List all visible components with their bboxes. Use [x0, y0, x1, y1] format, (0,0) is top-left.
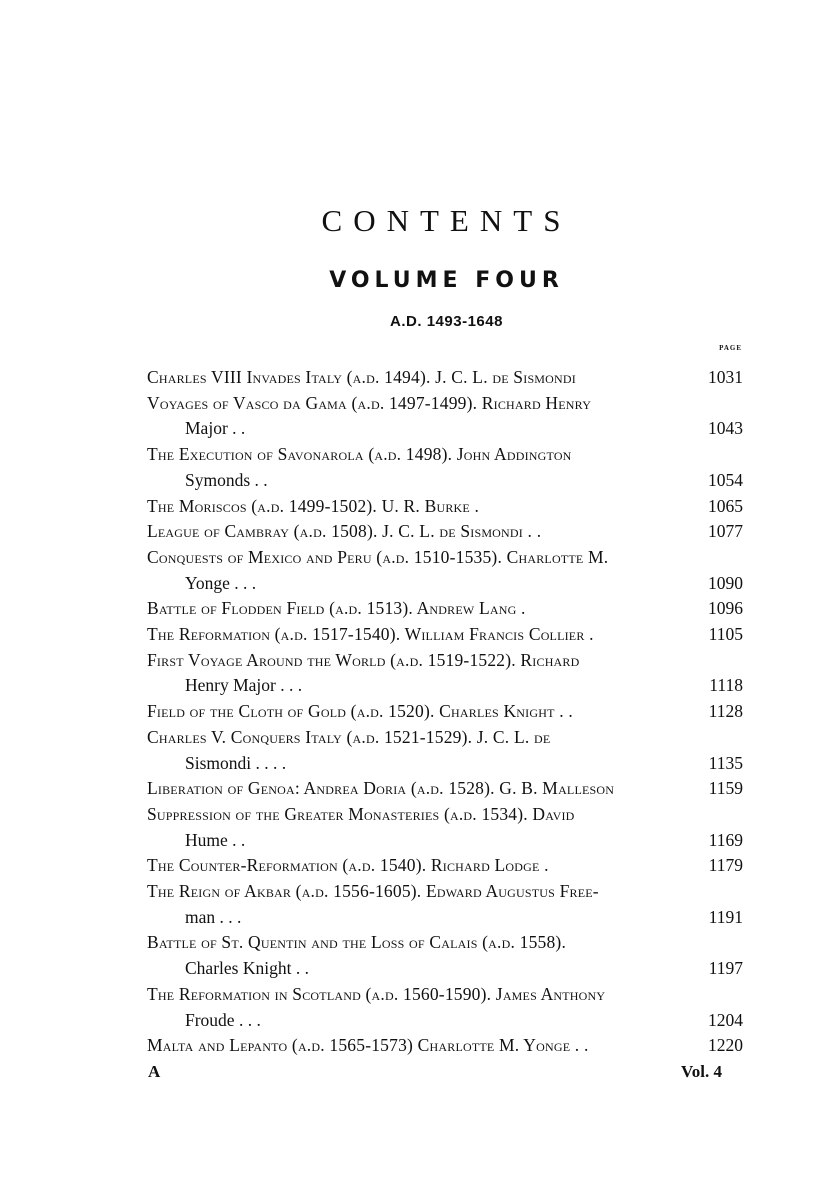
date-range: A.D. 1493-1648: [390, 313, 503, 330]
entry-page-number: 1054: [708, 469, 743, 490]
entry-continuation-line: man . . .: [185, 906, 242, 927]
entry-page-number: 1065: [708, 495, 743, 516]
entry-continuation-line: Charles Knight . .: [185, 958, 309, 979]
entry-page-number: 1135: [708, 752, 743, 773]
entry-title-line: Voyages of Vasco da Gama (a.d. 1497-1499). Richard Henry: [147, 392, 592, 413]
entry-title-line: The Execution of Savonarola (a.d. 1498). John Addington: [147, 444, 572, 465]
toc-entry: [147, 545, 743, 596]
entry-page-number: 1077: [708, 521, 743, 542]
entry-page-number: 1191: [708, 906, 743, 927]
toc-entry: [147, 853, 743, 879]
entry-title-line: Charles V. Conquers Italy (a.d. 1521-1529). J. C. L. de: [147, 726, 551, 747]
table-of-contents: [147, 365, 743, 1059]
toc-entry: [147, 879, 743, 930]
entry-page-number: 1169: [708, 829, 743, 850]
entry-page-number: 1159: [708, 778, 743, 799]
page-title: CONTENTS: [321, 203, 572, 238]
toc-entry: [147, 494, 743, 520]
toc-entry: [147, 596, 743, 622]
entry-page-number: 1090: [708, 572, 743, 593]
signature-mark: A: [148, 1062, 161, 1081]
entry-continuation-line: Sismondi . . . .: [185, 752, 287, 773]
entry-title-line: Battle of St. Quentin and the Loss of Calais (a.d. 1558).: [147, 932, 567, 953]
entry-title-line: Suppression of the Greater Monasteries (a.d. 1534). David: [147, 803, 575, 824]
entry-title-line: The Counter-Reformation (a.d. 1540). Richard Lodge .: [147, 855, 549, 876]
entry-title-line: The Reign of Akbar (a.d. 1556-1605). Edward Augustus Free-: [147, 881, 599, 902]
entry-page-number: 1179: [708, 855, 743, 876]
entry-page-number: 1031: [708, 367, 743, 387]
toc-entry: [147, 1033, 743, 1059]
entry-title-line: The Reformation (a.d. 1517-1540). William Francis Collier .: [147, 624, 594, 645]
entry-title-line: Field of the Cloth of Gold (a.d. 1520). Charles Knight . .: [147, 701, 573, 722]
entry-title-line: The Moriscos (a.d. 1499-1502). U. R. Burke .: [147, 495, 480, 516]
entry-continuation-line: Hume . .: [185, 829, 246, 850]
volume-mark: Vol. 4: [681, 1062, 722, 1081]
toc-entry: [147, 725, 743, 776]
page-column-label: PAGE: [719, 344, 742, 352]
entry-title-line: Malta and Lepanto (a.d. 1565-1573) Charlotte M. Yonge . .: [147, 1035, 589, 1056]
toc-entry: [147, 982, 743, 1033]
entry-continuation-line: Froude . . .: [185, 1009, 261, 1030]
toc-entry: [147, 648, 743, 699]
toc-entry: [147, 622, 743, 648]
entry-page-number: 1118: [709, 675, 743, 696]
entry-page-number: 1197: [708, 958, 743, 979]
toc-entry: [147, 391, 743, 442]
entry-title-line: Conquests of Mexico and Peru (a.d. 1510-1535). Charlotte M.: [147, 546, 609, 567]
entry-continuation-line: Yonge . . .: [185, 572, 257, 593]
entry-page-number: 1096: [708, 598, 743, 619]
entry-continuation-line: Symonds . .: [185, 469, 268, 490]
toc-entry: [147, 699, 743, 725]
toc-entry: [147, 519, 743, 545]
volume-heading: VOLUME FOUR: [329, 268, 564, 293]
entry-page-number: 1220: [708, 1035, 743, 1056]
toc-entry: [147, 365, 743, 391]
entry-title-line: Liberation of Genoa: Andrea Doria (a.d. 1528). G. B. Malleson: [147, 778, 615, 799]
toc-entry: [147, 776, 743, 802]
entry-title-line: Battle of Flodden Field (a.d. 1513). Andrew Lang .: [147, 598, 526, 619]
entry-page-number: 1105: [708, 624, 743, 645]
entry-title-line: The Reformation in Scotland (a.d. 1560-1590). James Anthony: [147, 983, 606, 1004]
entry-page-number: 1128: [708, 701, 743, 722]
toc-entry: [147, 802, 743, 853]
entry-page-number: 1043: [708, 418, 743, 439]
entry-title-line: First Voyage Around the World (a.d. 1519-1522). Richard: [147, 649, 580, 670]
toc-entry: [147, 930, 743, 981]
page-footer: [148, 1062, 722, 1082]
entry-title-line: Charles VIII Invades Italy (a.d. 1494). J. C. L. de Sismondi: [147, 367, 576, 387]
entry-continuation-line: Major . .: [185, 418, 246, 439]
entry-title-line: League of Cambray (a.d. 1508). J. C. L. de Sismondi . .: [147, 521, 542, 542]
entry-page-number: 1204: [708, 1009, 743, 1030]
entry-continuation-line: Henry Major . . .: [185, 675, 303, 696]
toc-entry: [147, 442, 743, 493]
